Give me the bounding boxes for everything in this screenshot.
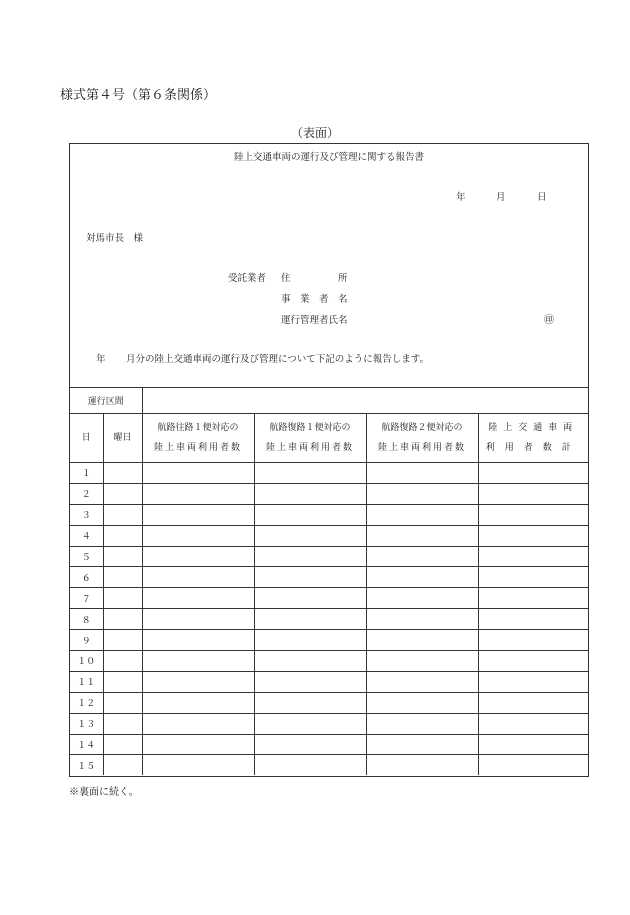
table-row	[70, 567, 588, 588]
col3-cell	[366, 734, 478, 755]
col2-cell	[254, 588, 366, 609]
weekday-cell	[103, 692, 142, 713]
total-cell	[478, 734, 588, 755]
col2-cell	[254, 734, 366, 755]
col2-cell	[254, 546, 366, 567]
business-name-label: 事 業 者 名	[281, 294, 348, 305]
header-day: 日	[70, 414, 103, 463]
col2-cell	[254, 671, 366, 692]
col2-cell	[254, 483, 366, 504]
day-cell: ９	[70, 630, 103, 651]
table-row	[70, 755, 588, 775]
day-cell: １２	[70, 692, 103, 713]
col3-cell	[366, 463, 478, 484]
col3-cell	[366, 713, 478, 734]
col1-cell	[142, 504, 254, 525]
col2-cell	[254, 525, 366, 546]
col3-cell	[366, 588, 478, 609]
total-cell	[478, 671, 588, 692]
table-row	[70, 651, 588, 672]
col2-cell	[254, 755, 366, 775]
col2-cell	[254, 609, 366, 630]
col1-cell	[142, 567, 254, 588]
col2-cell	[254, 651, 366, 672]
col1-cell	[142, 671, 254, 692]
col1-cell	[142, 525, 254, 546]
col2-cell	[254, 504, 366, 525]
col1-cell	[142, 463, 254, 484]
total-cell	[478, 630, 588, 651]
day-cell: １４	[70, 734, 103, 755]
header-weekday: 曜日	[103, 414, 142, 463]
face-label: （表面）	[290, 126, 339, 140]
col1-cell	[142, 483, 254, 504]
col1-cell	[142, 588, 254, 609]
col1-cell	[142, 734, 254, 755]
weekday-cell	[103, 525, 142, 546]
total-cell	[478, 588, 588, 609]
report-sheet	[69, 143, 589, 777]
weekday-cell	[103, 755, 142, 775]
day-cell: ３	[70, 504, 103, 525]
usage-table	[70, 387, 588, 775]
table-row	[70, 692, 588, 713]
col1-cell	[142, 755, 254, 775]
body-year: 年	[96, 354, 106, 365]
header-col4-line1: 陸上交通車両	[488, 423, 579, 433]
table-row	[70, 734, 588, 755]
date-month: 月	[496, 192, 506, 203]
form-title: 様式第４号（第６条関係）	[60, 88, 217, 103]
addressee: 対馬市長 様	[86, 233, 144, 244]
day-cell: ６	[70, 567, 103, 588]
col3-cell	[366, 671, 478, 692]
body-text: 月分の陸上交通車両の運行及び管理について下記のように報告します。	[126, 354, 430, 365]
total-cell	[478, 755, 588, 775]
col3-cell	[366, 609, 478, 630]
table-row	[70, 609, 588, 630]
weekday-cell	[103, 463, 142, 484]
weekday-cell	[103, 713, 142, 734]
total-cell	[478, 463, 588, 484]
date-year: 年	[456, 192, 466, 203]
section-value-cell	[142, 388, 588, 414]
table-row	[70, 546, 588, 567]
col3-cell	[366, 504, 478, 525]
weekday-cell	[103, 671, 142, 692]
header-col2	[254, 414, 366, 463]
weekday-cell	[103, 546, 142, 567]
col3-cell	[366, 546, 478, 567]
col1-cell	[142, 713, 254, 734]
col1-cell	[142, 692, 254, 713]
weekday-cell	[103, 567, 142, 588]
day-cell: １０	[70, 651, 103, 672]
seal-mark: ㊞	[544, 315, 554, 326]
total-cell	[478, 567, 588, 588]
header-col1-line2: 陸上車両利用者数	[154, 443, 243, 453]
day-cell: １１	[70, 671, 103, 692]
weekday-cell	[103, 588, 142, 609]
contractor-label: 受託業者	[228, 273, 267, 284]
header-col3-line1: 航路復路２便対応の	[381, 423, 463, 433]
col2-cell	[254, 567, 366, 588]
day-cell: １５	[70, 755, 103, 775]
day-cell: ７	[70, 588, 103, 609]
total-cell	[478, 546, 588, 567]
header-col1	[142, 414, 254, 463]
manager-name-label: 運行管理者氏名	[281, 315, 348, 326]
total-cell	[478, 609, 588, 630]
table-row	[70, 713, 588, 734]
col2-cell	[254, 713, 366, 734]
total-cell	[478, 504, 588, 525]
table-row	[70, 630, 588, 651]
day-cell: ８	[70, 609, 103, 630]
header-col3	[366, 414, 478, 463]
address-label: 住 所	[281, 273, 348, 284]
table-row	[70, 463, 588, 484]
day-cell: ５	[70, 546, 103, 567]
col1-cell	[142, 651, 254, 672]
report-title: 陸上交通車両の運行及び管理に関する報告書	[233, 152, 424, 163]
col1-cell	[142, 546, 254, 567]
col3-cell	[366, 567, 478, 588]
weekday-cell	[103, 483, 142, 504]
table-row	[70, 588, 588, 609]
total-cell	[478, 713, 588, 734]
header-col3-line2: 陸上車両利用者数	[378, 443, 467, 453]
day-cell: １	[70, 463, 103, 484]
footer-note: ※裏面に続く。	[69, 787, 139, 798]
header-col4-line2: 利用者数計	[485, 443, 581, 453]
header-col2-line1: 航路復路１便対応の	[269, 423, 351, 433]
col1-cell	[142, 609, 254, 630]
header-col1-line1: 航路往路１便対応の	[157, 423, 239, 433]
header-col2-line2: 陸上車両利用者数	[266, 443, 355, 453]
table-row	[70, 525, 588, 546]
section-label: 運行区間	[70, 388, 142, 414]
total-cell	[478, 692, 588, 713]
weekday-cell	[103, 651, 142, 672]
section-row	[70, 388, 588, 414]
col3-cell	[366, 525, 478, 546]
total-cell	[478, 483, 588, 504]
weekday-cell	[103, 734, 142, 755]
table-row	[70, 483, 588, 504]
weekday-cell	[103, 609, 142, 630]
date-day: 日	[537, 192, 547, 203]
col3-cell	[366, 483, 478, 504]
day-cell: １３	[70, 713, 103, 734]
col3-cell	[366, 630, 478, 651]
total-cell	[478, 651, 588, 672]
table-row	[70, 504, 588, 525]
col2-cell	[254, 692, 366, 713]
table-row	[70, 671, 588, 692]
header-col4	[478, 414, 588, 463]
col1-cell	[142, 630, 254, 651]
weekday-cell	[103, 630, 142, 651]
col3-cell	[366, 755, 478, 775]
col2-cell	[254, 463, 366, 484]
total-cell	[478, 525, 588, 546]
col3-cell	[366, 651, 478, 672]
col3-cell	[366, 692, 478, 713]
day-cell: ２	[70, 483, 103, 504]
day-cell: ４	[70, 525, 103, 546]
weekday-cell	[103, 504, 142, 525]
header-row	[70, 414, 588, 463]
col2-cell	[254, 630, 366, 651]
